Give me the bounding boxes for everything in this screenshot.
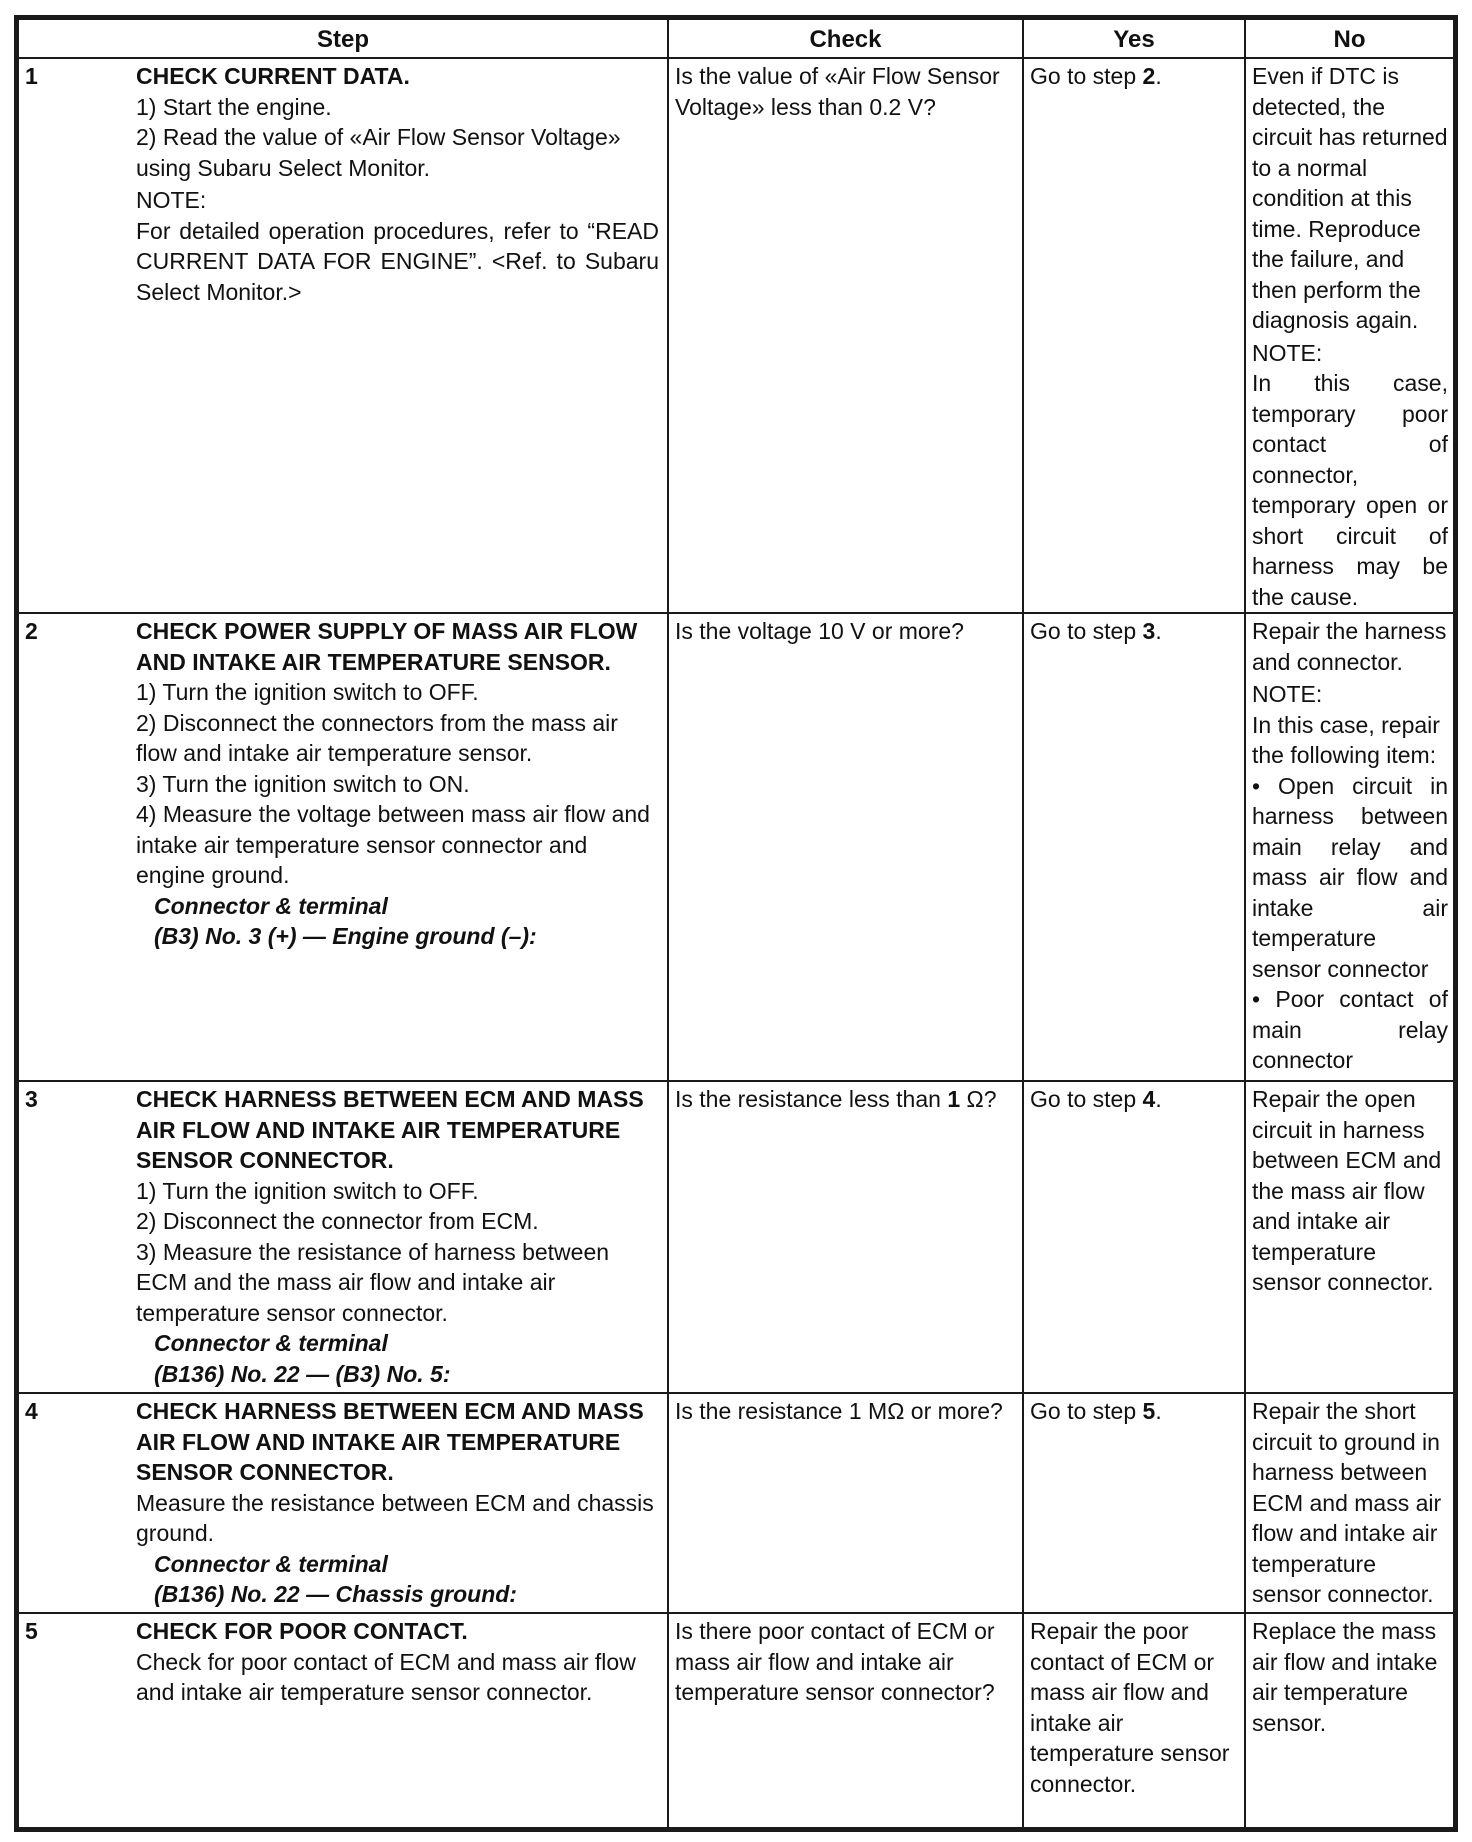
step-instruction: 2) Read the value of «Air Flow Sensor Voltage» using Subaru Select Monitor. <box>136 124 621 181</box>
step-title: CHECK HARNESS BETWEEN ECM AND MASS AIR FLOW AND INTAKE AIR TEMPERATURE SENSOR CONNECTOR. <box>136 1086 644 1173</box>
step-instruction: 2) Disconnect the connector from ECM. <box>136 1208 539 1234</box>
step-cell <box>18 1613 668 1828</box>
yes-prefix: Go to step <box>1030 1398 1143 1424</box>
yes-suffix: . <box>1155 63 1162 89</box>
diagnostic-table-sheet <box>14 15 1458 1832</box>
header-yes: Yes <box>1023 19 1245 58</box>
yes-cell: Repair the poor contact of ECM or mass air flow and intake air temperature sensor connector. <box>1023 1613 1245 1828</box>
no-note-label: NOTE: <box>1252 681 1323 707</box>
no-note-text: In this case, temporary poor contact of connector, temporary open or short circuit of harness may be the cause. <box>1252 370 1448 610</box>
no-text: Repair the harness and connector. <box>1252 618 1447 675</box>
step-title: CHECK CURRENT DATA. <box>136 63 410 89</box>
no-bullet: • Poor contact of main relay connector <box>1252 986 1448 1073</box>
step-instruction: 1) Start the engine. <box>136 93 332 120</box>
step-cell <box>18 613 668 1081</box>
yes-suffix: . <box>1155 618 1162 644</box>
no-note-label: NOTE: <box>1252 339 1323 366</box>
step-title: CHECK POWER SUPPLY OF MASS AIR FLOW AND INTAKE AIR TEMPERATURE SENSOR. <box>136 618 638 675</box>
step-number: 1 <box>25 63 38 89</box>
yes-cell <box>1023 1081 1245 1393</box>
check-prefix: Is the resistance less than <box>675 1086 948 1112</box>
no-text: Even if DTC is detected, the circuit has returned to a normal condition at this time. Reproduce the failure, and then perform the diagnosis again. <box>1252 63 1448 333</box>
step-instruction: 1) Turn the ignition switch to OFF. <box>136 679 479 705</box>
header-check: Check <box>668 19 1023 58</box>
yes-cell <box>1023 613 1245 1081</box>
connector-terminal: (B3) No. 3 (+) — Engine ground (–): <box>154 923 537 949</box>
step-cell <box>18 1393 668 1613</box>
check-cell: Is there poor contact of ECM or mass air flow and intake air temperature sensor connector? <box>668 1613 1023 1828</box>
step-number: 5 <box>25 1618 38 1644</box>
connector-label: Connector & terminal <box>154 1330 388 1356</box>
yes-step-number: 2 <box>1142 63 1156 89</box>
yes-cell <box>1023 1393 1245 1613</box>
table-header-row <box>18 19 1454 58</box>
check-suffix: Ω? <box>960 1086 997 1112</box>
no-note-text: In this case, repair the following item: <box>1252 711 1440 768</box>
step-cell <box>18 58 668 613</box>
yes-step-number: 5 <box>1142 1398 1156 1424</box>
yes-suffix: . <box>1155 1398 1162 1424</box>
diagnostic-table <box>17 18 1455 1829</box>
table-row <box>18 1613 1454 1828</box>
table-row <box>18 58 1454 613</box>
step-instruction: 1) Turn the ignition switch to OFF. <box>136 1177 479 1204</box>
step-number: 4 <box>25 1398 38 1424</box>
note-label: NOTE: <box>136 187 207 213</box>
yes-suffix: . <box>1155 1086 1162 1112</box>
connector-label: Connector & terminal <box>154 1550 388 1577</box>
note-text: For detailed operation procedures, refer to “READ CURRENT DATA FOR ENGINE”. <Ref. to Subaru Select Monitor.> <box>136 217 659 305</box>
no-bullet: • Open circuit in harness between main relay and mass air flow and intake air temperature sensor connector <box>1252 772 1448 982</box>
step-title: CHECK HARNESS BETWEEN ECM AND MASS AIR FLOW AND INTAKE AIR TEMPERATURE SENSOR CONNECTOR. <box>136 1398 644 1485</box>
yes-step-number: 3 <box>1142 618 1156 644</box>
connector-terminal: (B136) No. 22 — Chassis ground: <box>154 1581 517 1607</box>
header-step: Step <box>18 19 668 58</box>
yes-cell <box>1023 58 1245 613</box>
check-cell <box>668 1081 1023 1393</box>
table-row <box>18 1393 1454 1613</box>
step-instruction: Measure the resistance between ECM and chassis ground. <box>136 1489 654 1546</box>
check-cell: Is the value of «Air Flow Sensor Voltage» less than 0.2 V? <box>668 58 1023 613</box>
no-cell: Repair the short circuit to ground in harness between ECM and mass air flow and intake air temperature sensor connector. <box>1245 1393 1454 1613</box>
step-instruction: 4) Measure the voltage between mass air flow and intake air temperature sensor connector and engine ground. <box>136 801 650 888</box>
table-row <box>18 613 1454 1081</box>
no-cell <box>1245 58 1454 613</box>
no-cell: Repair the open circuit in harness between ECM and the mass air flow and intake air temperature sensor connector. <box>1245 1081 1454 1393</box>
connector-terminal: (B136) No. 22 — (B3) No. 5: <box>154 1360 451 1387</box>
step-cell <box>18 1081 668 1393</box>
no-cell <box>1245 613 1454 1081</box>
table-row <box>18 1081 1454 1393</box>
check-cell: Is the resistance 1 MΩ or more? <box>668 1393 1023 1613</box>
step-instruction: 3) Turn the ignition switch to ON. <box>136 770 470 797</box>
check-cell: Is the voltage 10 V or more? <box>668 613 1023 1081</box>
yes-step-number: 4 <box>1142 1086 1156 1112</box>
header-no: No <box>1245 19 1454 58</box>
no-cell: Replace the mass air flow and intake air temperature sensor. <box>1245 1613 1454 1828</box>
yes-prefix: Go to step <box>1030 618 1143 644</box>
connector-label: Connector & terminal <box>154 892 388 919</box>
step-instruction: 2) Disconnect the connectors from the mass air flow and intake air temperature sensor. <box>136 709 618 766</box>
step-instruction: Check for poor contact of ECM and mass air flow and intake air temperature sensor connector. <box>136 1648 636 1705</box>
check-value: 1 <box>947 1086 961 1112</box>
yes-prefix: Go to step <box>1030 63 1143 89</box>
step-instruction: 3) Measure the resistance of harness between ECM and the mass air flow and intake air temperature sensor connector. <box>136 1238 610 1326</box>
step-number: 2 <box>25 618 38 644</box>
yes-prefix: Go to step <box>1030 1086 1143 1112</box>
step-number: 3 <box>25 1086 38 1112</box>
step-title: CHECK FOR POOR CONTACT. <box>136 1618 468 1644</box>
